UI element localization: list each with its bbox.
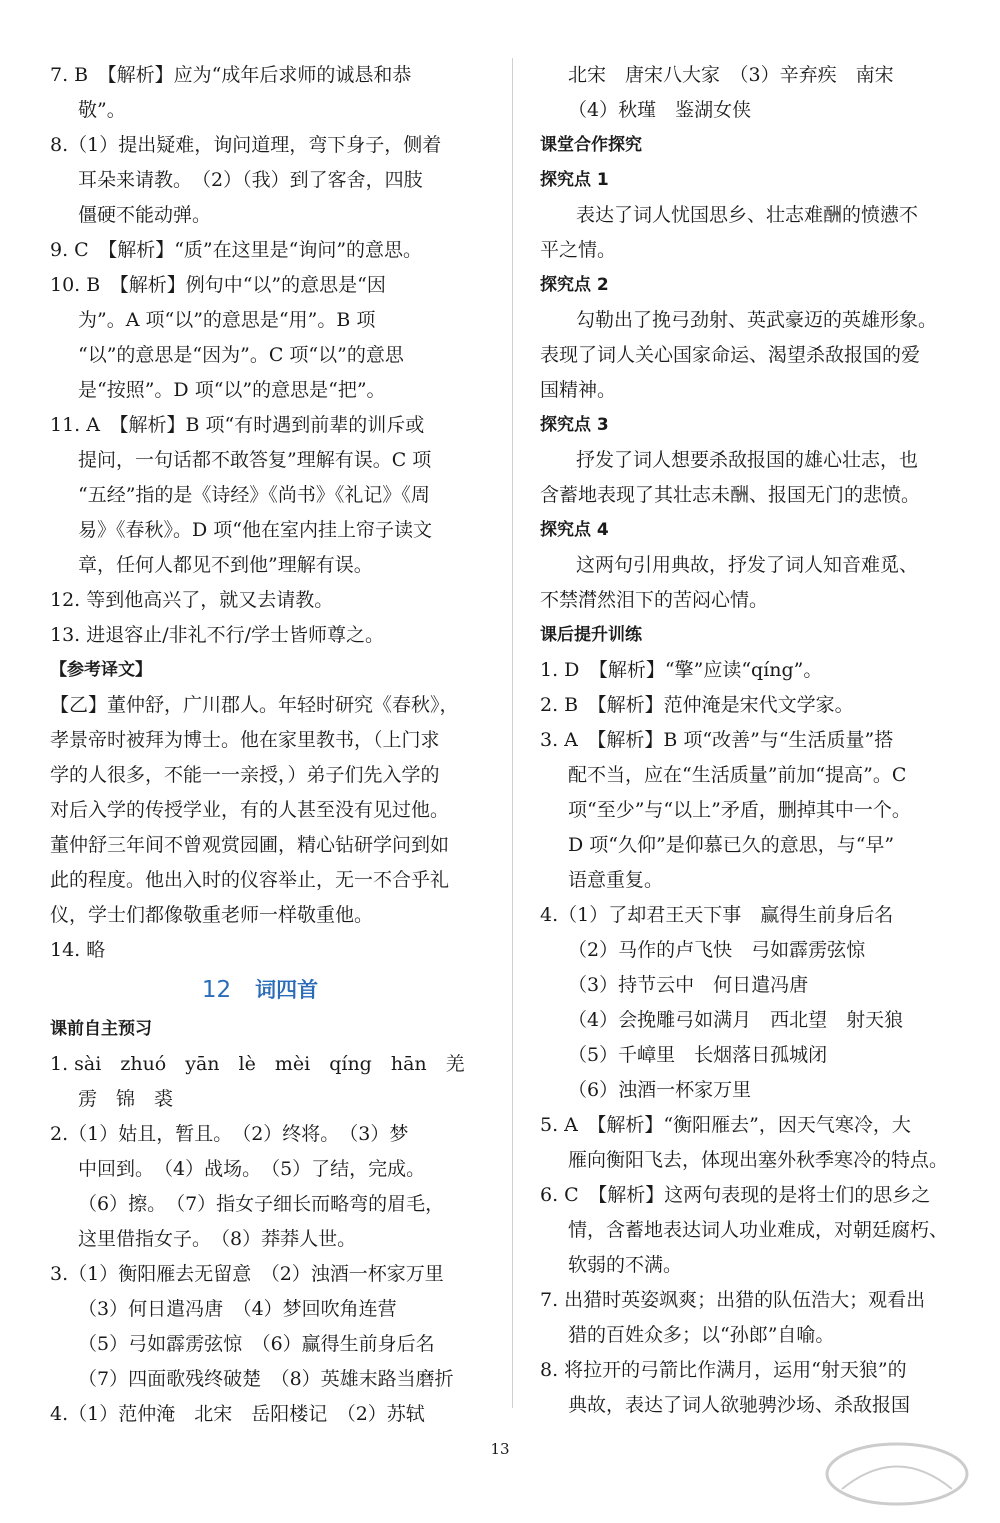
text-line: 语意重复。	[568, 869, 664, 891]
text-line: 2.（1）姑且，暂且。 （2）终将。 （3）梦	[50, 1123, 409, 1145]
text-line: 孝景帝时被拜为博士。他在家里教书，（上门求	[50, 729, 440, 751]
text-line: （2）马作的卢飞快 弓如霹雳弦惊	[568, 939, 866, 961]
text-line: 8.（1）提出疑难，询问道理，弯下身子，侧着	[50, 134, 442, 156]
text-line: 12. 等到他高兴了，就又去请教。	[50, 589, 334, 611]
text-line: 7. B 【解析】应为“成年后求师的诚恳和恭	[50, 64, 412, 86]
text-line: 勾勒出了挽弓劲射、英武豪迈的英雄形象。	[576, 309, 938, 331]
left-column	[50, 58, 470, 1432]
text-line: 易》《春秋》。D 项“他在室内挂上帘子读文	[78, 519, 432, 541]
section-heading: 探究点 1	[540, 170, 609, 190]
text-line: 【乙】董仲舒，广川郡人。年轻时研究《春秋》，	[50, 694, 459, 716]
text-line: 这里借指女子。 （8）莽莽人世。	[78, 1228, 357, 1250]
text-line: 此的程度。他出入时的仪容举止，无一不合乎礼	[50, 869, 450, 891]
text-line: 6. C 【解析】这两句表现的是将士们的思乡之	[540, 1184, 931, 1206]
text-line: 3. A 【解析】B 项“改善”与“生活质量”搭	[540, 729, 894, 751]
text-line: 情，含蓄地表达词人功业难成，对朝廷腐朽、	[568, 1219, 949, 1241]
text-line: 猎的百姓众多；以“孙郎”自喻。	[568, 1324, 835, 1346]
section-heading: 课堂合作探究	[540, 135, 642, 155]
text-line: 北宋 唐宋八大家 （3）辛弃疾 南宋	[568, 64, 894, 86]
text-line: 1. sài zhuó yān lè mèi qíng hān 羌	[50, 1053, 465, 1075]
text-line: （6）浊酒一杯家万里	[568, 1079, 752, 1101]
text-line: 14. 略	[50, 939, 106, 961]
text-line: 表现了词人关心国家命运、渴望杀敌报国的爱	[540, 344, 921, 366]
section-heading: 探究点 3	[540, 415, 609, 435]
text-line: （3）持节云中 何日遣冯唐	[568, 974, 809, 996]
text-line: 典故，表达了词人欲驰骋沙场、杀敌报国	[568, 1394, 911, 1416]
text-line: “五经”指的是《诗经》《尚书》《礼记》《周	[78, 484, 430, 506]
text-line: 不禁潸然泪下的苦闷心情。	[540, 589, 769, 611]
text-line: 4.（1）了却君王天下事 赢得生前身后名	[540, 904, 894, 926]
text-line: 8. 将拉开的弓箭比作满月，运用“射天狼”的	[540, 1359, 907, 1381]
section-heading: 课前自主预习	[50, 1019, 152, 1039]
text-line: 13. 进退容止/非礼不行/学士皆师尊之。	[50, 624, 385, 646]
right-column	[540, 58, 960, 1423]
text-line: 提问，一句话都不敢答复”理解有误。C 项	[78, 449, 432, 471]
text-line: 雳 锦 裘	[78, 1088, 174, 1110]
text-line: “以”的意思是“因为”。C 项“以”的意思	[78, 344, 404, 366]
text-line: 为”。A 项“以”的意思是“用”。B 项	[78, 309, 376, 331]
text-line: 这两句引用典故，抒发了词人知音难觅、	[576, 554, 919, 576]
text-line: 1. D 【解析】“擎”应读“qíng”。	[540, 659, 823, 681]
text-line: 配不当，应在“生活质量”前加“提高”。C	[568, 764, 907, 786]
text-line: 5. A 【解析】“衡阳雁去”，因天气寒冷，大	[540, 1114, 911, 1136]
chapter-heading	[50, 968, 470, 1012]
text-line: （4）会挽雕弓如满月 西北望 射天狼	[568, 1009, 904, 1031]
text-line: （5）千嶂里 长烟落日孤城闭	[568, 1044, 828, 1066]
text-line: 4.（1）范仲淹 北宋 岳阳楼记 （2）苏轼	[50, 1403, 425, 1425]
text-line: 软弱的不满。	[568, 1254, 683, 1276]
text-line: 仪，学士们都像敬重老师一样敬重他。	[50, 904, 374, 926]
text-line: （7）四面歌残终破楚 （8）英雄末路当磨折	[78, 1368, 454, 1390]
text-line: 对后入学的传授学业，有的人甚至没有见过他。	[50, 799, 450, 821]
page-number: 13	[490, 1440, 510, 1458]
text-line: 含蓄地表现了其壮志未酬、报国无门的悲愤。	[540, 484, 921, 506]
text-line: 7. 出猎时英姿飒爽；出猎的队伍浩大；观看出	[540, 1289, 926, 1311]
text-line: 2. B 【解析】范仲淹是宋代文学家。	[540, 694, 854, 716]
text-line: 章，任何人都见不到他”理解有误。	[78, 554, 373, 576]
text-line: D 项“久仰”是仰慕已久的意思，与“早”	[568, 834, 895, 856]
text-line: 11. A 【解析】B 项“有时遇到前辈的训斥或	[50, 414, 425, 436]
section-heading: 探究点 2	[540, 275, 609, 295]
chapter-title: 词四首	[255, 978, 319, 1002]
section-heading: 课后提升训练	[540, 625, 642, 645]
text-line: （3）何日遣冯唐 （4）梦回吹角连营	[78, 1298, 397, 1320]
watermark-logo-icon	[822, 1439, 972, 1509]
text-line: 平之情。	[540, 239, 617, 261]
text-line: 国精神。	[540, 379, 617, 401]
text-line: （4）秋瑾 鉴湖女侠	[568, 99, 752, 121]
text-line: 雁向衡阳飞去，体现出塞外秋季寒冷的特点。	[568, 1149, 949, 1171]
text-line: 敬”。	[78, 99, 126, 121]
text-line: 董仲舒三年间不曾观赏园圃，精心钻研学问到如	[50, 834, 450, 856]
text-line: 3.（1）衡阳雁去无留意 （2）浊酒一杯家万里	[50, 1263, 444, 1285]
text-line: 项“至少”与“以上”矛盾，删掉其中一个。	[568, 799, 911, 821]
section-heading: 探究点 4	[540, 520, 609, 540]
text-line: 抒发了词人想要杀敌报国的雄心壮志，也	[576, 449, 919, 471]
text-line: 中回到。 （4）战场。 （5）了结，完成。	[78, 1158, 426, 1180]
chapter-number: 12	[201, 977, 232, 1003]
text-line: 耳朵来请教。 （2）（我）到了客舍，四肢	[78, 169, 423, 191]
text-line: 僵硬不能动弹。	[78, 204, 212, 226]
text-line: 是“按照”。D 项“以”的意思是“把”。	[78, 379, 386, 401]
column-divider	[512, 58, 513, 1408]
text-line: 学的人很多，不能一一亲授，）弟子们先入学的	[50, 764, 440, 786]
text-line: 9. C 【解析】“质”在这里是“询问”的意思。	[50, 239, 423, 261]
text-line: 表达了词人忧国思乡、壮志难酬的愤懑不	[576, 204, 919, 226]
text-line: （5）弓如霹雳弦惊 （6）赢得生前身后名	[78, 1333, 435, 1355]
text-line: （6）擦。 （7）指女子细长而略弯的眉毛，	[78, 1193, 445, 1215]
text-line: 10. B 【解析】例句中“以”的意思是“因	[50, 274, 386, 296]
section-heading: 【参考译文】	[50, 660, 152, 680]
